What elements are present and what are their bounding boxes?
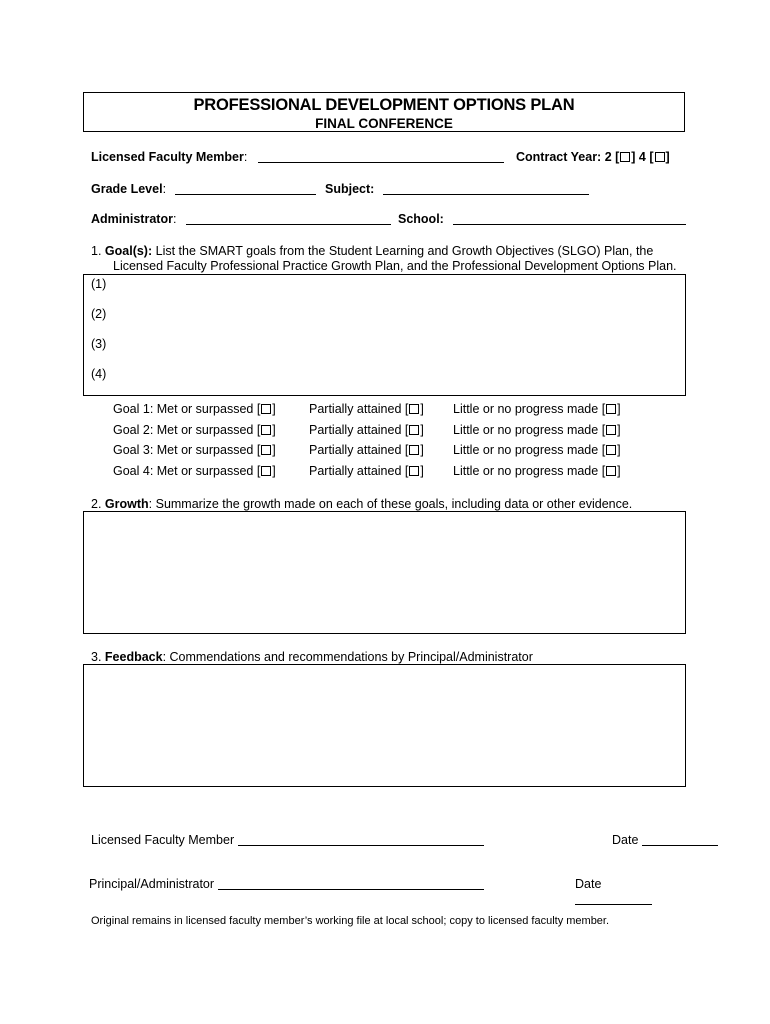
goal-entry-3: (3) (91, 337, 107, 351)
goal-1-partial: Partially attained [ ] (309, 402, 424, 416)
faculty-signature-field[interactable] (238, 845, 484, 846)
goal-4-partial: Partially attained [ ] (309, 464, 424, 478)
goal-4-met: Goal 4: Met or surpassed [ ] (113, 464, 276, 478)
subject-label: Subject: (325, 182, 375, 196)
goals-description: Licensed Faculty Professional Practice Growth Plan, and the Professional Development Options Plan. (113, 259, 677, 273)
goal-3-met: Goal 3: Met or surpassed [ ] (113, 443, 276, 457)
school-field[interactable] (453, 224, 686, 225)
goal-4-little: Little or no progress made [ ] (453, 464, 621, 478)
administrator-label: Administrator: (91, 212, 177, 226)
principal-signature-field[interactable] (218, 889, 484, 890)
goal-4-partial-checkbox[interactable] (409, 466, 419, 476)
grade-level-field[interactable] (175, 194, 316, 195)
contract-year-4-checkbox[interactable] (655, 152, 665, 162)
form-subtitle: FINAL CONFERENCE (315, 116, 453, 131)
principal-signature-label: Principal/Administrator (89, 877, 215, 891)
goal-1-met: Goal 1: Met or surpassed [ ] (113, 402, 276, 416)
faculty-signature-label: Licensed Faculty Member (91, 833, 235, 847)
faculty-date-field[interactable] (642, 845, 718, 846)
principal-date-label: Date (575, 877, 602, 891)
faculty-member-label: Licensed Faculty Member: (91, 150, 248, 164)
goal-1-little: Little or no progress made [ ] (453, 402, 621, 416)
goal-1-partial-checkbox[interactable] (409, 404, 419, 414)
goal-2-little-checkbox[interactable] (606, 425, 616, 435)
subject-field[interactable] (383, 194, 589, 195)
goal-entry-1: (1) (91, 277, 107, 291)
growth-heading: 2. Growth: Summarize the growth made on each of these goals, including data or other evidence. (91, 497, 633, 511)
feedback-heading: 3. Feedback: Commendations and recommendations by Principal/Administrator (91, 650, 533, 664)
title-box (83, 92, 685, 132)
goal-4-met-checkbox[interactable] (261, 466, 271, 476)
goal-3-little-checkbox[interactable] (606, 445, 616, 455)
goal-2-little: Little or no progress made [ ] (453, 423, 621, 437)
form-title: PROFESSIONAL DEVELOPMENT OPTIONS PLAN (193, 96, 575, 114)
goal-3-met-checkbox[interactable] (261, 445, 271, 455)
faculty-member-field[interactable] (258, 162, 504, 163)
goal-entry-4: (4) (91, 367, 107, 381)
school-label: School: (398, 212, 444, 226)
goal-3-little: Little or no progress made [ ] (453, 443, 621, 457)
faculty-date-label: Date (612, 833, 639, 847)
footer-note: Original remains in licensed faculty member’s working file at local school; copy to licensed faculty member. (91, 915, 610, 927)
contract-year-2-checkbox[interactable] (620, 152, 630, 162)
goal-2-met: Goal 2: Met or surpassed [ ] (113, 423, 276, 437)
feedback-box[interactable] (83, 664, 686, 787)
grade-level-label: Grade Level: (91, 182, 167, 196)
goal-1-met-checkbox[interactable] (261, 404, 271, 414)
administrator-field[interactable] (186, 224, 391, 225)
goal-entry-2: (2) (91, 307, 107, 321)
goal-1-little-checkbox[interactable] (606, 404, 616, 414)
goal-2-partial: Partially attained [ ] (309, 423, 424, 437)
principal-date-field[interactable] (575, 904, 652, 905)
contract-year-label: Contract Year: 2 [ ] 4 [ ] (516, 150, 670, 164)
goals-box[interactable] (83, 274, 686, 396)
goals-heading: 1. Goal(s): List the SMART goals from the Student Learning and Growth Objectives (SLGO) Plan, the (91, 244, 654, 258)
goal-2-met-checkbox[interactable] (261, 425, 271, 435)
goal-4-little-checkbox[interactable] (606, 466, 616, 476)
goal-3-partial: Partially attained [ ] (309, 443, 424, 457)
goal-2-partial-checkbox[interactable] (409, 425, 419, 435)
growth-box[interactable] (83, 511, 686, 634)
goal-3-partial-checkbox[interactable] (409, 445, 419, 455)
